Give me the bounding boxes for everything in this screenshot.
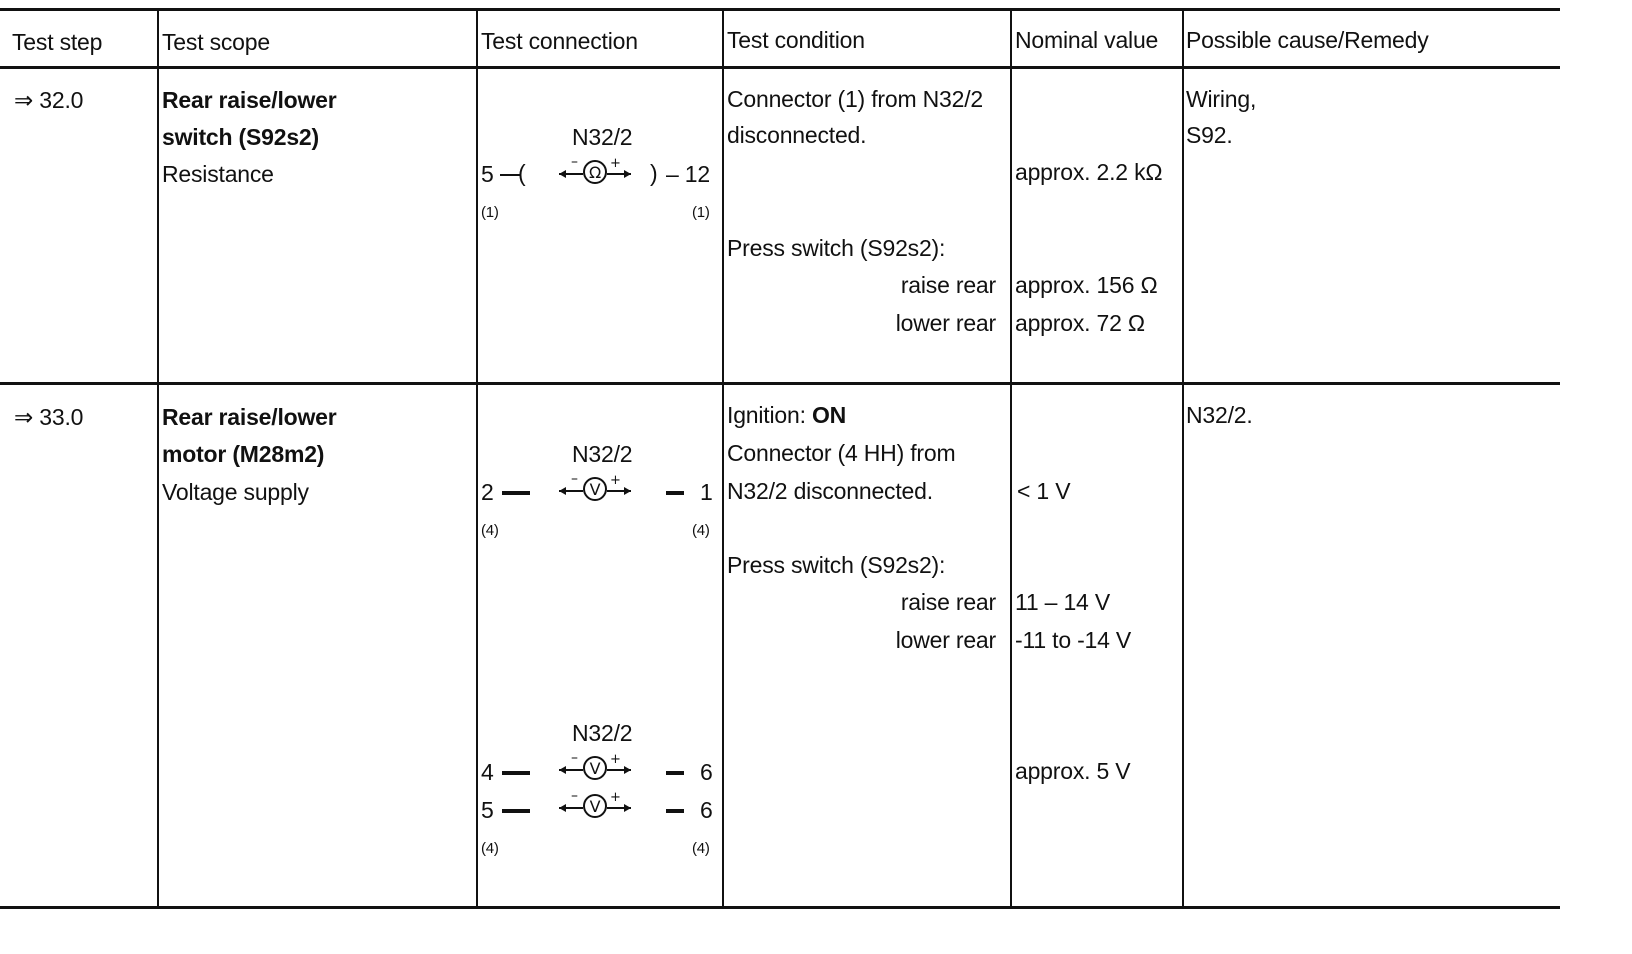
scope-title: motor (M28m2) xyxy=(162,441,325,467)
plug-left-icon xyxy=(502,491,530,495)
nominal-lower: -11 to -14 V xyxy=(1015,627,1132,653)
cause-line: Wiring, xyxy=(1186,86,1257,112)
nominal-base: approx. 2.2 kΩ xyxy=(1015,159,1163,185)
pin-right-number: 12 xyxy=(684,161,710,187)
cause-line: N32/2. xyxy=(1186,402,1253,428)
lead-left xyxy=(500,174,520,176)
condition-line: N32/2 disconnected. xyxy=(727,478,933,504)
svg-text:–: – xyxy=(571,752,578,766)
nominal-lower: approx. 72 Ω xyxy=(1015,310,1145,336)
header-test-connection: Test connection xyxy=(481,28,638,54)
header-nominal-value: Nominal value xyxy=(1015,27,1159,53)
voltmeter-icon xyxy=(557,473,657,501)
table-bottom-border xyxy=(0,906,1560,909)
plug-right-icon xyxy=(666,809,684,813)
unit-label: N32/2 xyxy=(572,124,633,150)
scope-title: Rear raise/lower xyxy=(162,87,337,113)
row-step: ⇒ 32.0 xyxy=(14,87,84,113)
table-top-border xyxy=(0,8,1560,11)
col-divider-nominal xyxy=(1010,8,1012,908)
col-divider-connection xyxy=(476,8,478,908)
header-bottom-border xyxy=(0,66,1560,69)
plug-left-icon xyxy=(502,809,530,813)
condition-line: Connector (1) from N32/2 xyxy=(727,86,983,112)
connector-label-right: (4) xyxy=(692,840,710,857)
ohmmeter-icon xyxy=(557,156,657,184)
voltmeter-icon xyxy=(557,752,657,780)
ignition-label: Ignition: xyxy=(727,402,806,428)
col-divider-cause xyxy=(1182,8,1184,908)
connector-label-left: (1) xyxy=(481,204,499,221)
svg-text:+: + xyxy=(610,156,621,171)
svg-text:+: + xyxy=(610,790,621,805)
connector-label-left: (4) xyxy=(481,522,499,539)
meter-symbol: V xyxy=(589,480,601,499)
header-possible-cause: Possible cause/Remedy xyxy=(1186,27,1429,53)
condition-press: Press switch (S92s2): xyxy=(727,552,946,578)
socket-left-icon: ( xyxy=(518,160,526,186)
meter-symbol: V xyxy=(589,797,601,816)
condition-lower: lower rear xyxy=(895,627,996,653)
nominal-raise: approx. 156 Ω xyxy=(1015,272,1158,298)
svg-text:–: – xyxy=(571,156,578,170)
plug-right-icon xyxy=(666,491,684,495)
nominal-extra: approx. 5 V xyxy=(1015,758,1131,784)
row-divider xyxy=(0,382,1560,385)
header-test-step: Test step xyxy=(12,29,103,55)
condition-raise: raise rear xyxy=(900,589,996,615)
ignition-value: ON xyxy=(811,402,847,428)
condition-press: Press switch (S92s2): xyxy=(727,235,946,261)
header-test-condition: Test condition xyxy=(727,27,865,53)
svg-text:–: – xyxy=(571,790,578,804)
connector-label-left: (4) xyxy=(481,840,499,857)
condition-line: disconnected. xyxy=(727,122,867,148)
svg-text:+: + xyxy=(610,752,621,767)
col-divider-condition xyxy=(722,8,724,908)
nominal-raise: 11 – 14 V xyxy=(1015,589,1110,615)
meter-symbol: Ω xyxy=(588,163,602,182)
nominal-base: < 1 V xyxy=(1017,478,1071,504)
scope-subtitle: Voltage supply xyxy=(162,479,309,505)
header-test-scope: Test scope xyxy=(162,29,270,55)
row-step: ⇒ 33.0 xyxy=(14,404,84,430)
pin-left: 5 xyxy=(481,797,494,823)
scope-title: Rear raise/lower xyxy=(162,404,337,430)
scope-title: switch (S92s2) xyxy=(162,124,319,150)
plug-left-icon xyxy=(502,771,530,775)
pin-right: 6 xyxy=(700,759,713,785)
meter-symbol: V xyxy=(589,759,601,778)
pin-right: 1 xyxy=(700,479,713,505)
pin-left: 2 xyxy=(481,479,494,505)
col-divider-scope xyxy=(157,8,159,908)
pin-right: – 12 xyxy=(666,161,710,187)
plug-right-icon xyxy=(666,771,684,775)
unit-label: N32/2 xyxy=(572,441,633,467)
svg-text:+: + xyxy=(610,473,621,488)
svg-text:–: – xyxy=(571,473,578,487)
unit-label: N32/2 xyxy=(572,720,633,746)
condition-ignition xyxy=(727,402,846,428)
connector-label-right: (4) xyxy=(692,522,710,539)
connector-label-right: (1) xyxy=(692,204,710,221)
condition-raise: raise rear xyxy=(900,272,996,298)
pin-left: 5 xyxy=(481,161,494,187)
pin-right: 6 xyxy=(700,797,713,823)
scope-subtitle: Resistance xyxy=(162,161,274,187)
voltmeter-icon xyxy=(557,790,657,818)
pin-left: 4 xyxy=(481,759,494,785)
cause-line: S92. xyxy=(1186,122,1233,148)
condition-line: Connector (4 HH) from xyxy=(727,440,956,466)
socket-right-icon: ) xyxy=(650,160,658,186)
condition-lower: lower rear xyxy=(895,310,996,336)
